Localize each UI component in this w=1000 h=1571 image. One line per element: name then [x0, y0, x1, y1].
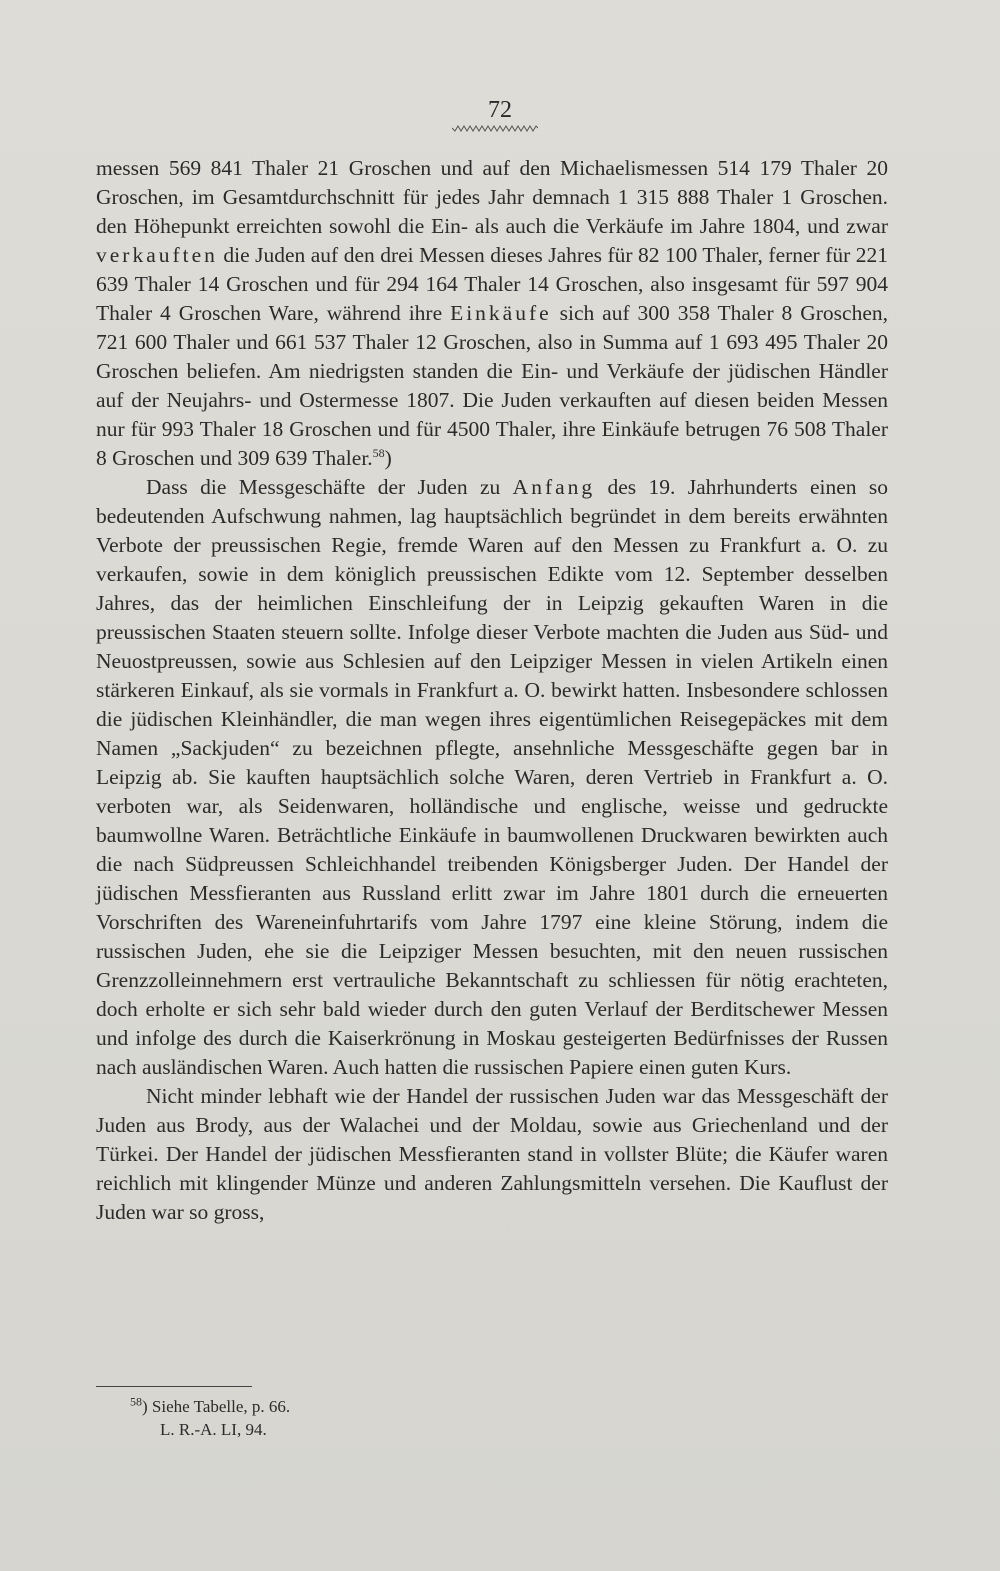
paragraph-1-part-c: die Juden auf den drei Messen dieses Jahres für 82 100 Thaler, ferner für 221 639 Thaler 14 Groschen und für 294 164 Thaler 14 Groschen, also insgesamt für 597 904 Thaler 4 Groschen Ware, während ihre	[96, 243, 888, 325]
paragraph-2	[96, 473, 888, 1082]
paragraph-1	[96, 154, 888, 473]
emphasis-einkaeufe: Einkäufe	[450, 301, 552, 325]
footnote-marker: 58	[130, 1394, 142, 1409]
paragraph-1-part-e: sich auf 300 358 Thaler 8 Groschen, 721 600 Thaler und 661 537 Thaler 12 Groschen, also in Summa auf 1 693 495 Thaler 20 Groschen beliefen. Am niedrigsten standen die Ein- und Verkäufe der jüdischen Händler auf der Neujahrs- und Ostermesse 1807. Die Juden verkauften auf diesen beiden Messen nur für 993 Thaler 18 Groschen und für 4500 Thaler, ihre Einkäufe betrugen 76 508 Thaler 8 Groschen und 309 639 Thaler.	[96, 301, 889, 470]
footnote-58	[130, 1395, 530, 1418]
page-number: 72	[488, 97, 512, 123]
emphasis-anfang: Anfang	[512, 475, 596, 499]
footnote-reference: 58	[372, 445, 385, 460]
paragraph-3: Nicht minder lebhaft wie der Handel der russischen Juden war das Messgeschäft der Juden aus Brody, aus der Walachei und der Moldau, sowie aus Griechenland und der Türkei. Der Handel der jüdischen Messfieranten stand in vollster Blüte; die Käufer waren reichlich mit klingender Münze und anderen Zahlungsmitteln versehen. Die Kauflust der Juden war so gross,	[96, 1084, 888, 1224]
footnote-58-text: Siehe Tabelle, p. 66.	[147, 1397, 291, 1416]
footnote-reference-paren: )	[384, 446, 392, 470]
footnote-58-continuation: L. R.-A. LI, 94.	[160, 1420, 267, 1439]
footnote-divider	[96, 1386, 252, 1387]
paragraph-2-part-a: Dass die Messgeschäfte der Juden zu	[146, 475, 513, 499]
footnote-marker-paren: )	[142, 1397, 148, 1416]
paragraph-1-part-a: messen 569 841 Thaler 21 Groschen und auf den Michaelismessen 514 179 Thaler 20 Groschen, im Gesamtdurchschnitt für jedes Jahr demnach 1 315 888 Thaler 1 Groschen. den Höhepunkt erreichten sowohl die Ein- als auch die Verkäufe im Jahre 1804, und zwar	[96, 156, 888, 238]
paragraph-2-part-c: des 19. Jahrhunderts einen so bedeutenden Aufschwung nahmen, lag hauptsächlich begründet in dem bereits erwähnten Verbote der preussischen Regie, fremde Waren auf den Messen zu Frankfurt a. O. zu verkaufen, sowie in dem königlich preussischen Edikte vom 12. September desselben Jahres, das der heimlichen Einschleifung der in Leipzig gekauften Waren in die preussischen Staaten steuern sollte. Infolge dieser Verbote machten die Juden aus Süd- und Neuostpreussen, sowie aus Schlesien auf den Leipziger Messen in vielen Artikeln einen stärkeren Einkauf, als sie vormals in Frankfurt a. O. bewirkt hatten. Insbesondere schlossen die jüdischen Kleinhändler, die man wegen ihres eigentümlichen Reisegepäckes mit dem Namen „Sackjuden“ zu bezeichnen pflegte, ansehnliche Messgeschäfte gegen bar in Leipzig ab. Sie kauften hauptsächlich solche Waren, deren Vertrieb in Frankfurt a. O. verboten war, als Seidenwaren, holländische und englische, weisse und gedruckte baumwollne Waren. Beträchtliche Einkäufe in baumwollenen Druckwaren bewirkten auch die nach Südpreussen Schleichhandel treibenden Königsberger Juden. Der Handel der jüdischen Messfieranten aus Russland erlitt zwar im Jahre 1801 durch die erneuerten Vorschriften des Wareneinfuhrtarifs vom Jahre 1797 eine kleine Störung, indem die russischen Juden, ehe sie die Leipziger Messen besuchten, mit den neuen russischen Grenzzolleinnehmern erst vertrauliche Bekanntschaft zu schliessen für nötig erachteten, doch erholte er sich sehr bald wieder durch den guten Verlauf der Berditschewer Messen und infolge des durch die Kaiserkrönung in Moskau gesteigerten Bedürfnisses der Russen nach ausländischen Waren. Auch hatten die russischen Papiere einen guten Kurs.	[96, 475, 888, 1079]
page-number-ornament	[452, 124, 538, 132]
body-text	[96, 154, 888, 1227]
footnotes	[130, 1395, 530, 1441]
emphasis-verkauften: verkauften	[96, 243, 218, 267]
